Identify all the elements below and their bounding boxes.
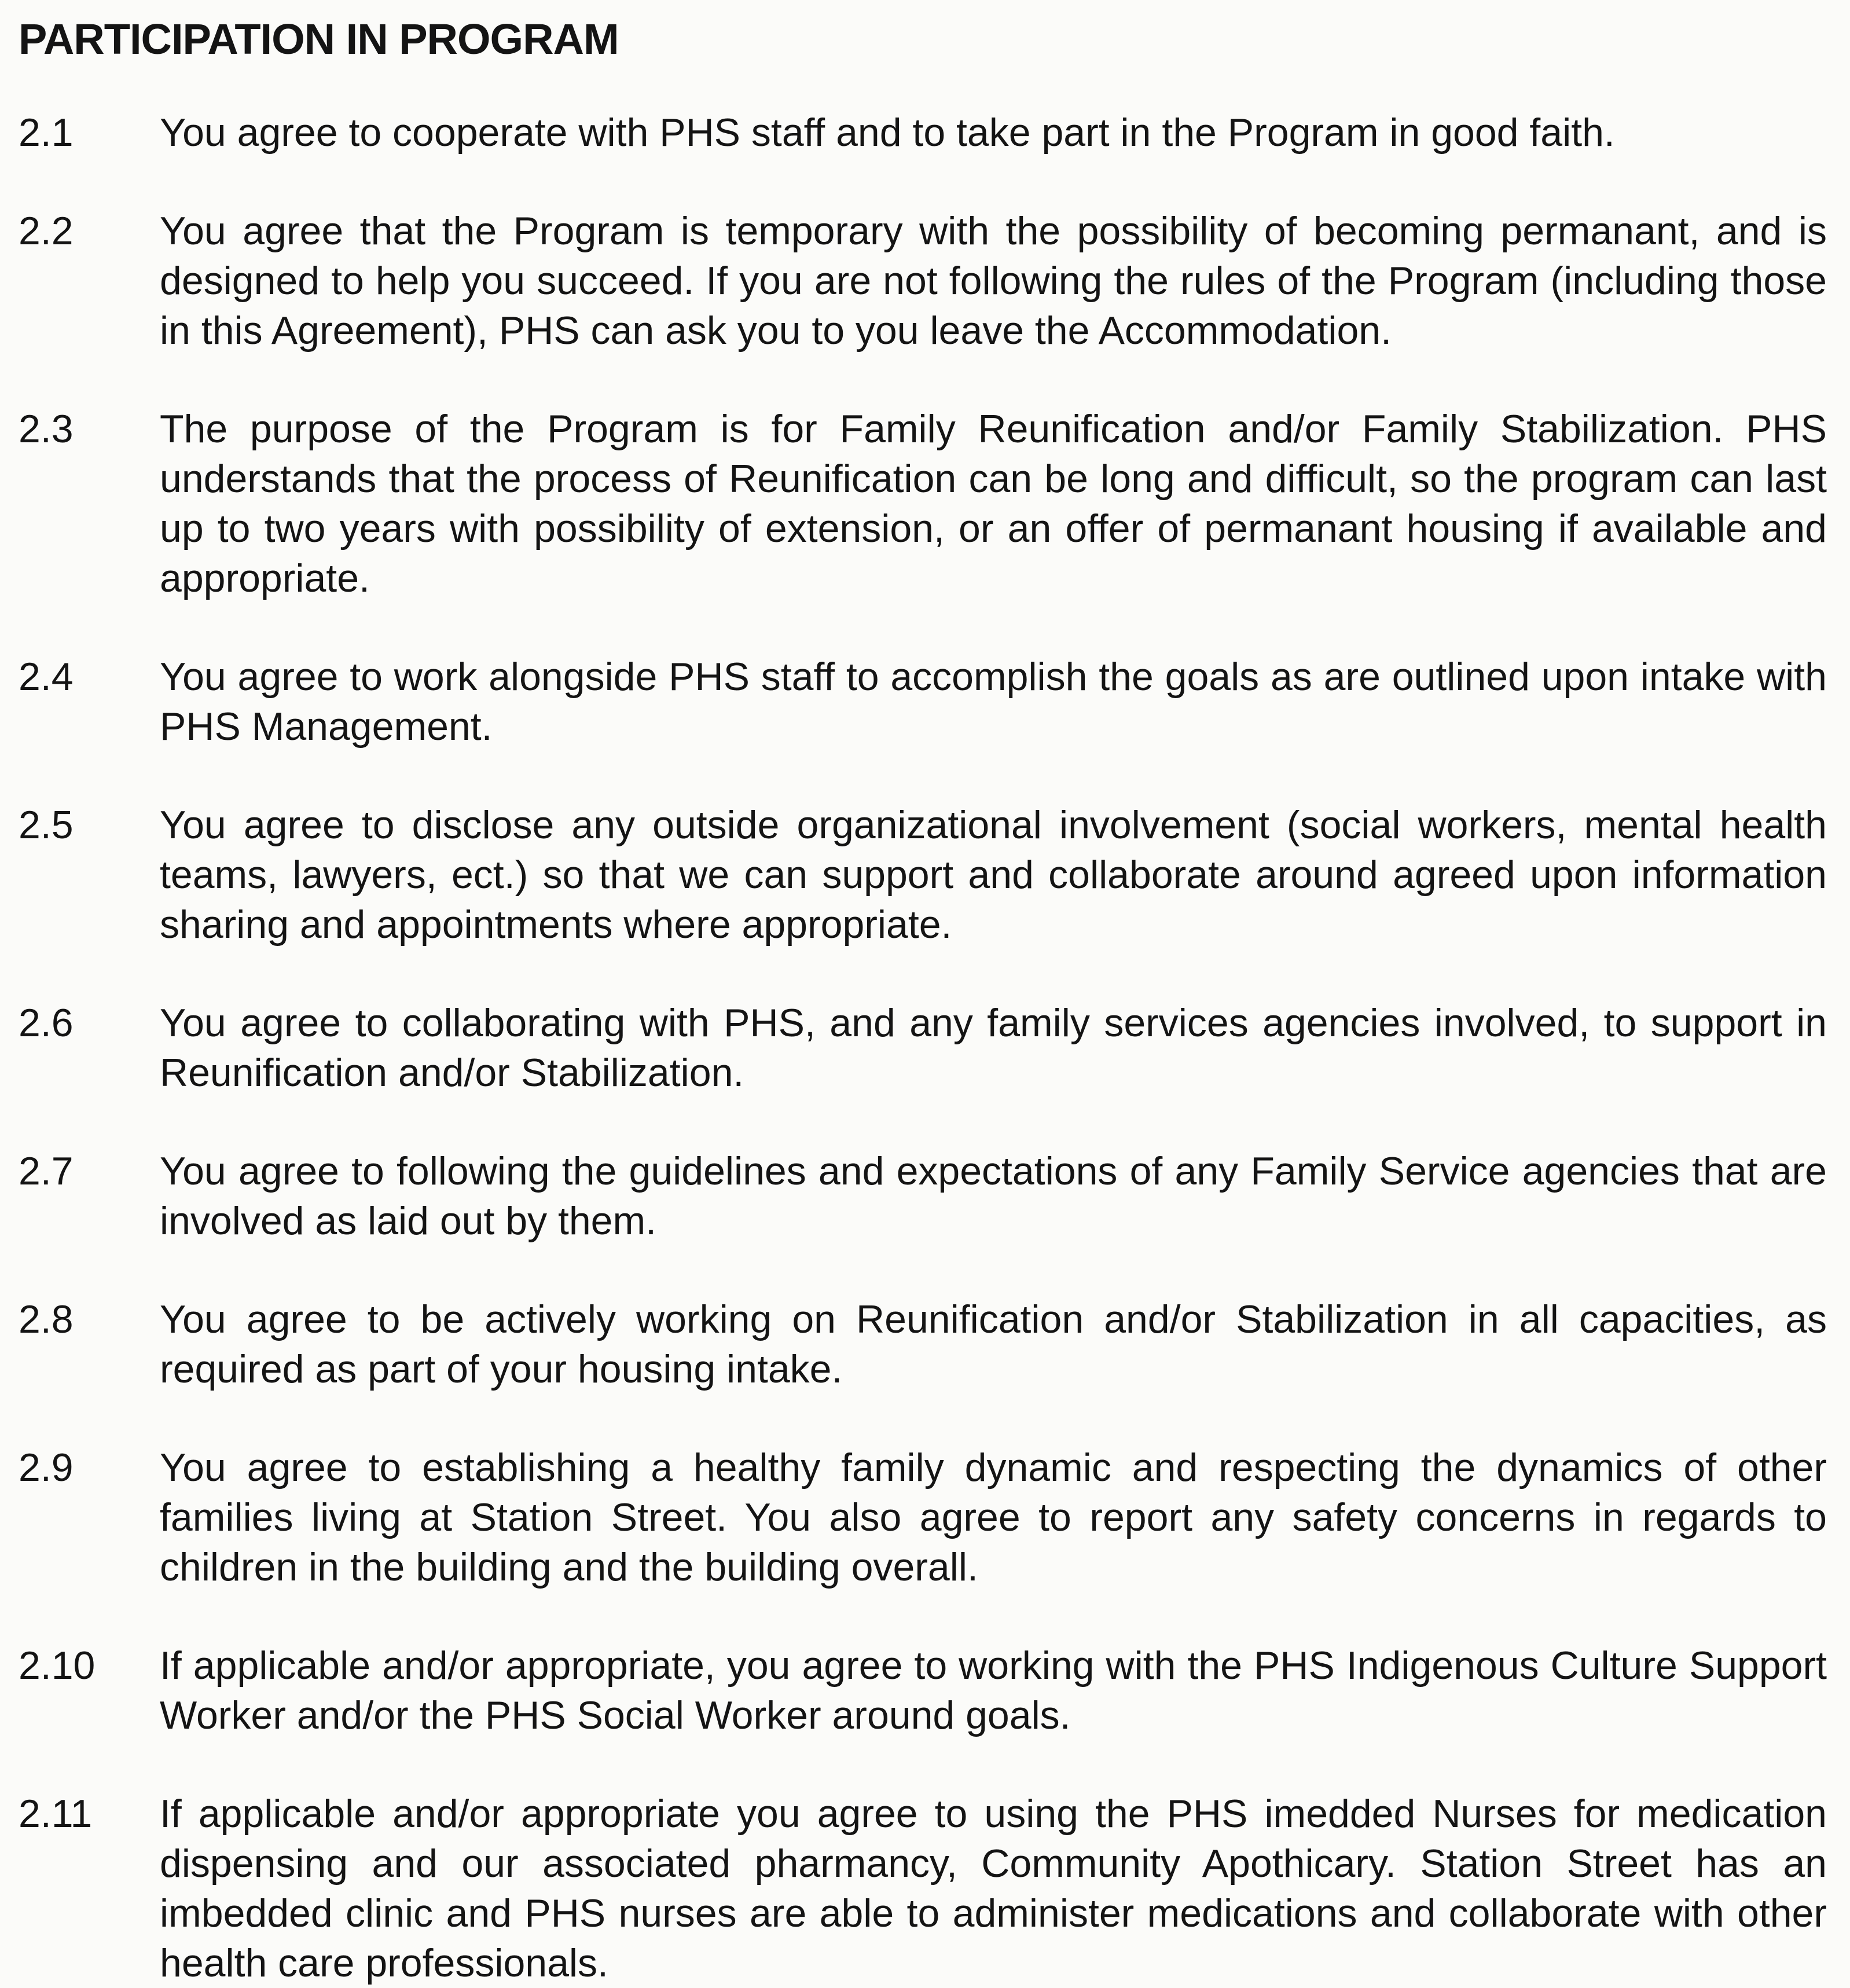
clause-text: You agree to work alongside PHS staff to accomplish the goals as are outlined upon intake with PHS Management. xyxy=(160,655,1827,749)
clause-2-8 xyxy=(19,1294,1827,1394)
clause-2-5 xyxy=(19,800,1827,949)
clause-number: 2.2 xyxy=(19,209,74,253)
clause-number: 2.6 xyxy=(19,1001,74,1045)
clause-text: If applicable and/or appropriate you agree to using the PHS imedded Nurses for medication dispensing and our associated pharmancy, Community Apothicary. Station Street has an imbedded clinic and PHS nurses are able to administer medications and collaborate with other health care professionals. xyxy=(160,1792,1827,1985)
clause-text: You agree to disclose any outside organizational involvement (social workers, mental health teams, lawyers, ect.) so that we can support and collaborate around agreed upon information sharing and appointments where appropriate. xyxy=(160,803,1827,947)
clause-2-10 xyxy=(19,1641,1827,1740)
clause-text: You agree to collaborating with PHS, and any family services agencies involved, to support in Reunification and/or Stabilization. xyxy=(160,1001,1827,1095)
clause-text: You agree to establishing a healthy family dynamic and respecting the dynamics of other families living at Station Street. You also agree to report any safety concerns in regards to children in the building and the building overall. xyxy=(160,1446,1827,1589)
clause-number: 2.7 xyxy=(19,1149,74,1193)
clause-text: The purpose of the Program is for Family Reunification and/or Family Stabilization. PHS understands that the process of Reunification can be long and difficult, so the program can last up to two years with possibility of extension, or an offer of permanant housing if available and appropriate. xyxy=(160,407,1827,600)
clause-text: You agree that the Program is temporary with the possibility of becoming permanant, and is designed to help you succeed. If you are not following the rules of the Program (including those in this Agreement), PHS can ask you to you leave the Accommodation. xyxy=(160,209,1827,353)
clause-text: You agree to cooperate with PHS staff and to take part in the Program in good faith. xyxy=(160,111,1615,155)
clause-2-6 xyxy=(19,998,1827,1098)
clause-2-4 xyxy=(19,652,1827,751)
clause-2-11 xyxy=(19,1789,1827,1988)
clause-number: 2.3 xyxy=(19,407,74,451)
clause-number: 2.5 xyxy=(19,803,74,847)
clause-number: 2.11 xyxy=(19,1792,93,1836)
clause-2-1 xyxy=(19,108,1827,157)
clause-number: 2.8 xyxy=(19,1297,74,1341)
clause-text: You agree to be actively working on Reunification and/or Stabilization in all capacities, as required as part of your housing intake. xyxy=(160,1297,1827,1391)
clause-2-3 xyxy=(19,404,1827,603)
clause-text: You agree to following the guidelines and expectations of any Family Service agencies that are involved as laid out by them. xyxy=(160,1149,1827,1243)
clause-2-2 xyxy=(19,206,1827,355)
clause-text: If applicable and/or appropriate, you agree to working with the PHS Indigenous Culture Support Worker and/or the PHS Social Worker around goals. xyxy=(160,1644,1827,1737)
clause-number: 2.9 xyxy=(19,1446,74,1490)
clause-2-9 xyxy=(19,1443,1827,1592)
clause-number: 2.10 xyxy=(19,1644,96,1688)
clause-number: 2.1 xyxy=(19,111,74,155)
section-heading: PARTICIPATION IN PROGRAM xyxy=(19,15,619,63)
clause-number: 2.4 xyxy=(19,655,74,699)
clause-2-7 xyxy=(19,1146,1827,1246)
